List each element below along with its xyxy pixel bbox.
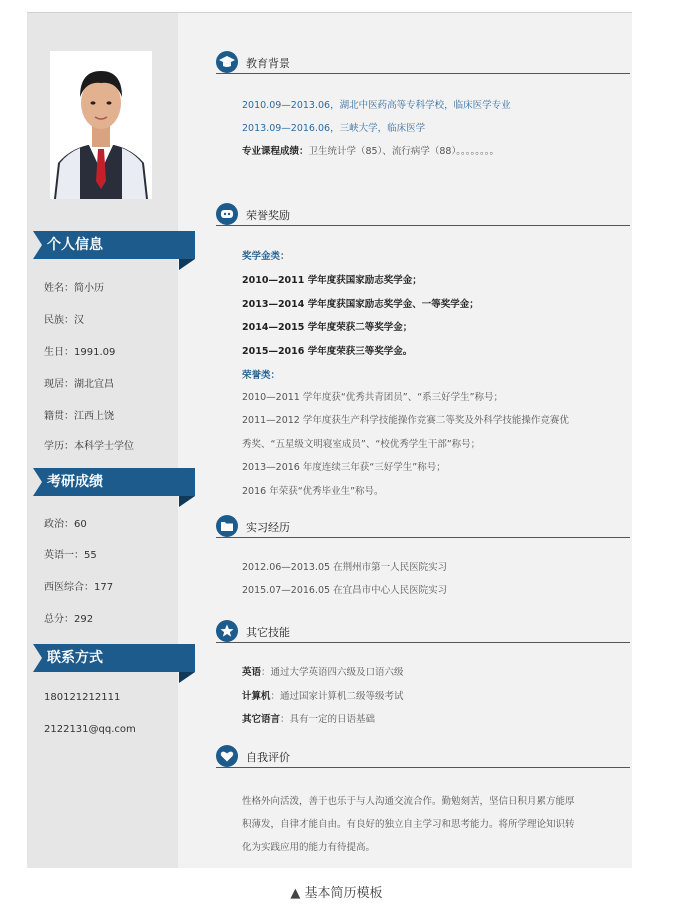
score-medicine-row: 西医综合：177 <box>44 582 114 593</box>
internship-item: 2015.07—2016.05 在宜昌市中心人民医院实习 <box>242 585 448 596</box>
info-birthday-row: 生日：1991.09 <box>44 347 116 358</box>
internship-title: 实习经历 <box>246 521 290 534</box>
contact-phone: 180121212111 <box>44 692 121 703</box>
info-hometown-row: 籍贯：江西上饶 <box>44 411 114 422</box>
resume-page <box>27 12 632 868</box>
score-politics-row: 政治：60 <box>44 519 87 530</box>
self-eval-line: 积薄发，自律才能自由。有良好的独立自主学习和思考能力。将所学理论知识转 <box>242 819 575 830</box>
profile-photo <box>50 51 152 199</box>
heart-icon <box>216 745 238 767</box>
main-content <box>178 13 632 868</box>
scholarship-item: 2014—2015 学年度荣获二等奖学金； <box>242 322 413 333</box>
skills-title: 其它技能 <box>246 626 290 639</box>
info-ethnicity-row: 民族：汉 <box>44 315 84 326</box>
self-eval-line: 化为实践应用的能力有待提高。 <box>242 842 376 853</box>
award-icon <box>216 203 238 225</box>
education-item: 2013.09—2016.06，三峡大学，临床医学 <box>242 123 426 134</box>
exam-scores-heading: 考研成绩 <box>33 468 195 496</box>
honor-label: 荣誉类： <box>242 370 281 381</box>
contact-email: 2122131@qq.com <box>44 724 136 735</box>
score-total-row: 总分：292 <box>44 614 94 625</box>
sidebar <box>27 13 178 868</box>
honor-item: 2016 年荣获“优秀毕业生”称号。 <box>242 486 384 497</box>
scholarship-item: 2010—2011 学年度获国家励志奖学金； <box>242 275 422 286</box>
honor-item: 秀奖、“五星级文明寝室成员”、“校优秀学生干部”称号； <box>242 439 481 450</box>
info-education-row: 学历：本科学士学位 <box>44 441 134 452</box>
skill-item: 计算机：通过国家计算机二级等级考试 <box>242 691 404 702</box>
education-section-header <box>216 49 630 79</box>
education-item: 2010.09—2013.06，湖北中医药高等专科学校，临床医学专业 <box>242 100 511 111</box>
info-name-row: 姓名：简小历 <box>44 283 104 294</box>
scholarship-label: 奖学金类： <box>242 251 290 262</box>
internship-section-header <box>216 513 630 543</box>
education-title: 教育背景 <box>246 57 290 70</box>
awards-title: 荣誉奖励 <box>246 209 290 222</box>
awards-section-header <box>216 201 630 231</box>
skill-item: 英语：通过大学英语四六级及口语六级 <box>242 667 404 678</box>
internship-item: 2012.06—2013.05 在荆州市第一人民医院实习 <box>242 562 448 573</box>
star-icon <box>216 620 238 642</box>
skill-item: 其它语言：具有一定的日语基础 <box>242 714 376 725</box>
courses-line: 专业课程成绩：卫生统计学（85）、流行病学（88）。。。。。。。。 <box>242 146 499 157</box>
template-caption: ▲ 基本简历模板 <box>290 886 383 901</box>
honor-item: 2011—2012 学年度获生产科学技能操作竞赛二等奖及外科学技能操作竞赛优 <box>242 415 569 426</box>
honor-item: 2010—2011 学年度获“优秀共青团员”、“系三好学生”称号； <box>242 392 504 403</box>
score-english-row: 英语一：55 <box>44 550 97 561</box>
scholarship-item: 2015—2016 学年度荣获三等奖学金。 <box>242 346 413 357</box>
self-eval-title: 自我评价 <box>246 751 290 764</box>
self-eval-line: 性格外向活泼，善于也乐于与人沟通交流合作。勤勉刻苦，坚信日积月累方能厚 <box>242 796 575 807</box>
scholarship-item: 2013—2014 学年度获国家励志奖学金、一等奖学金； <box>242 299 479 310</box>
self-eval-section-header <box>216 743 630 773</box>
graduation-cap-icon <box>216 51 238 73</box>
honor-item: 2013—2016 年度连续三年获“三好学生”称号； <box>242 462 446 473</box>
skills-section-header <box>216 618 630 648</box>
contact-heading: 联系方式 <box>33 644 195 672</box>
personal-info-heading: 个人信息 <box>33 231 195 259</box>
info-residence-row: 现居：湖北宜昌 <box>44 379 114 390</box>
folder-icon <box>216 515 238 537</box>
